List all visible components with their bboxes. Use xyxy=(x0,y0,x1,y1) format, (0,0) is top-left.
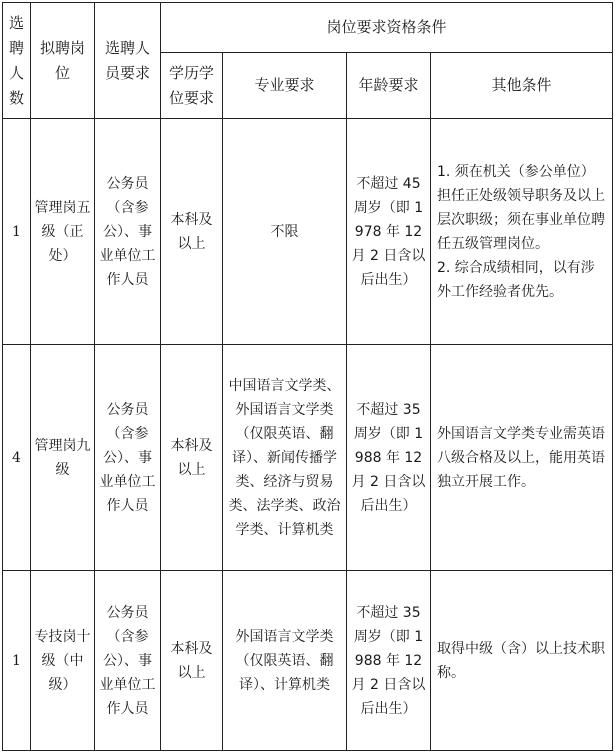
cell-major: 中国语言文学类、外国语言文学类（仅限英语、翻译）、新闻传播学类、经济与贸易类、法学类、政治学类、计算机类 xyxy=(223,345,347,571)
header-row-top xyxy=(3,3,613,53)
other-note: 取得中级（含）以上技术职称。 xyxy=(437,640,605,681)
cell-other xyxy=(431,345,613,571)
cell-education: 本科及以上 xyxy=(161,119,223,345)
header-qualifications: 岗位要求资格条件 xyxy=(161,3,613,53)
cell-position: 专技岗十级（中级） xyxy=(31,571,95,751)
cell-age: 不超过 35 周岁（即 1988 年 12 月 2 日含以后出生） xyxy=(347,571,431,751)
cell-personnel: 公务员（含参公）、事业单位工作人员 xyxy=(95,571,161,751)
cell-position: 管理岗五级（正处） xyxy=(31,119,95,345)
cell-major: 不限 xyxy=(223,119,347,345)
other-note: 1. 须在机关（参公单位）担任正处级领导职务及以上层次职级；须在事业单位聘任五级管理岗位。 xyxy=(437,163,605,252)
header-personnel: 选聘人员要求 xyxy=(95,3,161,119)
table-row xyxy=(3,571,613,751)
cell-other xyxy=(431,571,613,751)
header-count: 选聘人数 xyxy=(3,3,31,119)
cell-personnel: 公务员（含参公）、事业单位工作人员 xyxy=(95,119,161,345)
other-note: 外国语言文学类专业需英语八级合格及以上，能用英语独立开展工作。 xyxy=(437,425,605,490)
cell-education: 本科及以上 xyxy=(161,345,223,571)
cell-count: 4 xyxy=(3,345,31,571)
cell-age: 不超过 35 周岁（即 1988 年 12 月 2 日含以后出生） xyxy=(347,345,431,571)
cell-count: 1 xyxy=(3,119,31,345)
cell-position: 管理岗九级 xyxy=(31,345,95,571)
header-education: 学历学位要求 xyxy=(161,53,223,119)
recruitment-table xyxy=(2,2,613,751)
cell-other xyxy=(431,119,613,345)
cell-age: 不超过 45 周岁（即 1978 年 12 月 2 日含以后出生） xyxy=(347,119,431,345)
cell-personnel: 公务员（含参公）、事业单位工作人员 xyxy=(95,345,161,571)
header-position: 拟聘岗位 xyxy=(31,3,95,119)
header-major: 专业要求 xyxy=(223,53,347,119)
table-row xyxy=(3,345,613,571)
header-age: 年龄要求 xyxy=(347,53,431,119)
cell-count: 1 xyxy=(3,571,31,751)
other-note: 2. 综合成绩相同，以有涉外工作经验者优先。 xyxy=(437,259,595,300)
cell-major: 外国语言文学类（仅限英语、翻译）、计算机类 xyxy=(223,571,347,751)
header-other: 其他条件 xyxy=(431,53,613,119)
table-row xyxy=(3,119,613,345)
cell-education: 本科及以上 xyxy=(161,571,223,751)
